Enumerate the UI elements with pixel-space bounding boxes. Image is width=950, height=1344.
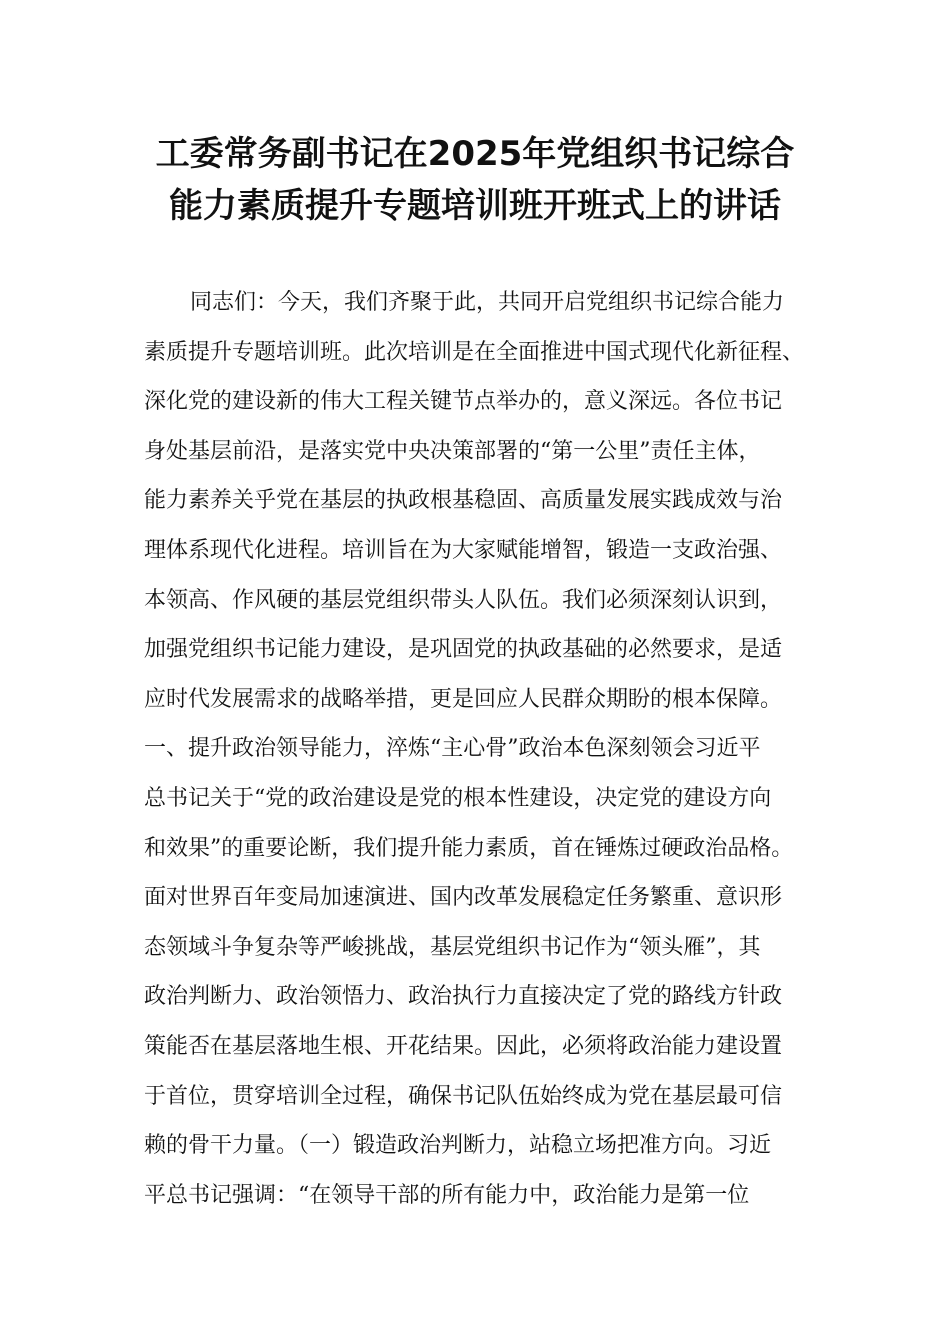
title-line-1: 工委常务副书记在2025年党组织书记综合: [155, 134, 795, 174]
body-line: 同志们：今天，我们齐聚于此，共同开启党组织书记综合能力: [190, 290, 785, 315]
body-line: 理体系现代化进程。培训旨在为大家赋能增智，锻造一支政治强、: [144, 537, 783, 563]
body-line: 于首位，贯穿培训全过程，确保书记队伍始终成为党在基层最可信: [144, 1083, 783, 1109]
body-line: 素质提升专题培训班。此次培训是在全面推进中国式现代化新征程、: [144, 339, 805, 365]
body-line: 面对世界百年变局加速演进、国内改革发展稳定任务繁重、意识形: [144, 885, 783, 911]
body-line: 加强党组织书记能力建设，是巩固党的执政基础的必然要求，是适: [144, 637, 783, 663]
section-heading-line: 一、提升政治领导能力，淬炼“主心骨”政治本色深刻领会习近平: [144, 736, 761, 762]
body-line: 身处基层前沿，是落实党中央决策部署的“第一公里”责任主体，: [144, 438, 761, 464]
body-line: 和效果”的重要论断，我们提升能力素质，首在锤炼过硬政治品格。: [144, 835, 794, 861]
body-line: 能力素养关乎党在基层的执政根基稳固、高质量发展实践成效与治: [144, 488, 783, 514]
body-line: 策能否在基层落地生根、开花结果。因此，必须将政治能力建设置: [144, 1033, 783, 1059]
body-line: 应时代发展需求的战略举措，更是回应人民群众期盼的根本保障。: [144, 686, 783, 712]
body-line: 平总书记强调：“在领导干部的所有能力中，政治能力是第一位: [144, 1182, 750, 1208]
body-line: 政治判断力、政治领悟力、政治执行力直接决定了党的路线方针政: [144, 984, 783, 1010]
body-line: 总书记关于“党的政治建设是党的根本性建设，决定党的建设方向: [144, 785, 772, 811]
title-line-2: 能力素质提升专题培训班开班式上的讲话: [169, 186, 781, 226]
document-title: [0, 128, 950, 232]
body-line: 深化党的建设新的伟大工程关键节点举办的，意义深远。各位书记: [144, 389, 783, 415]
body-line: 态领域斗争复杂等严峻挑战，基层党组织书记作为“领头雁”，其: [144, 934, 761, 960]
body-line: 赖的骨干力量。（一）锻造政治判断力，站稳立场把准方向。习近: [144, 1133, 772, 1159]
document-body: [144, 278, 824, 1220]
body-line: 本领高、作风硬的基层党组织带头人队伍。我们必须深刻认识到，: [144, 587, 783, 613]
